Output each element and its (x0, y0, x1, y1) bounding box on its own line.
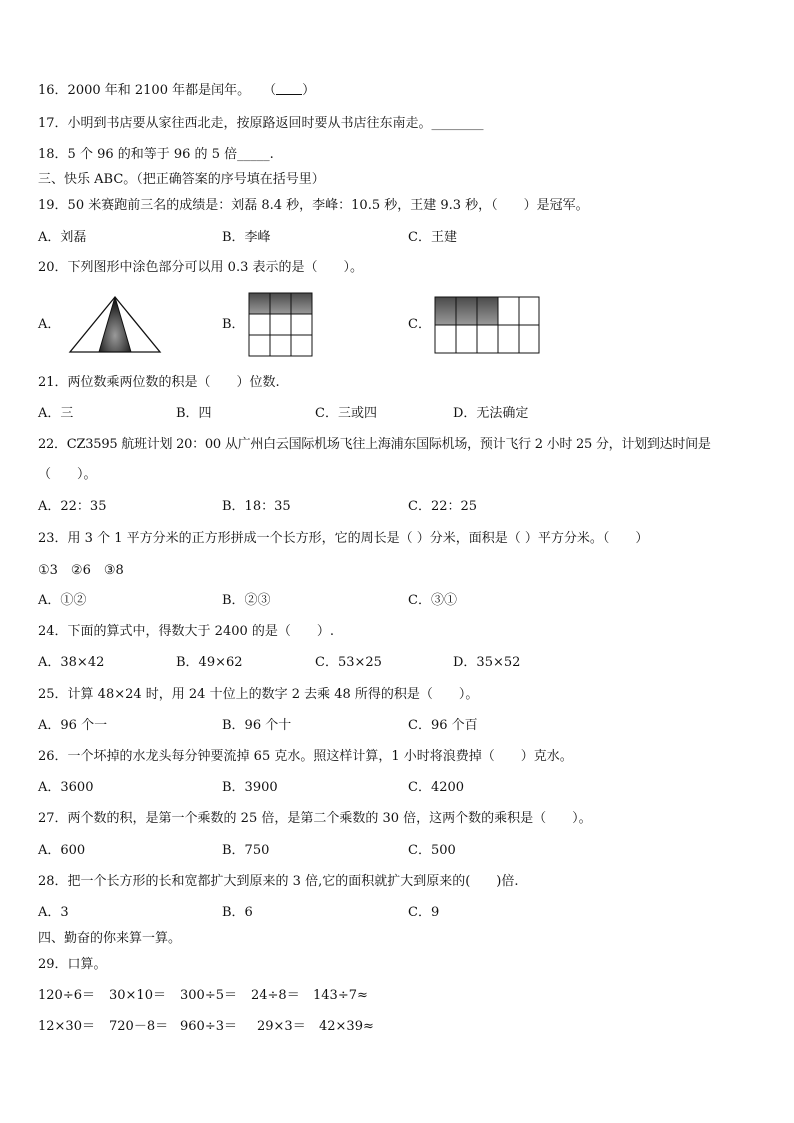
mental-math-item[interactable]: 30×10＝ (109, 988, 166, 1003)
shaded-cell (291, 293, 312, 314)
shaded-cell (456, 297, 477, 325)
question-17 (38, 115, 484, 133)
question-22-text-cont: （ ）。 (38, 467, 97, 482)
option-b[interactable]: B．6 (222, 905, 253, 920)
question-23-choices: ①3 ②6 ③8 (38, 563, 124, 578)
option-a[interactable]: A．22：35 (38, 499, 107, 514)
option-c[interactable]: C．③① (408, 593, 457, 608)
option-a[interactable]: A．96 个一 (38, 718, 108, 733)
question-18 (38, 146, 274, 164)
option-b[interactable]: B．3900 (222, 780, 278, 795)
mental-math-item[interactable]: 120÷6＝ (38, 988, 95, 1003)
answer-blank[interactable]: _____ (237, 147, 270, 162)
option-a[interactable]: A．38×42 (38, 655, 105, 670)
shaded-cell (477, 297, 498, 325)
shaded-cell (249, 293, 270, 314)
mental-math-item[interactable]: 143÷7≈ (313, 988, 368, 1003)
option-c[interactable]: C．22：25 (408, 499, 478, 514)
question-27-text: 27．两个数的积，是第一个乘数的 25 倍，是第二个乘数的 30 倍，这两个数的乘积是（ ）。 (38, 811, 592, 826)
answer-blank[interactable]: ________ (431, 116, 484, 131)
option-b[interactable]: B．②③ (222, 593, 271, 608)
question-25-text: 25．计算 48×24 时，用 24 十位上的数字 2 去乘 48 所得的积是（ ）。 (38, 687, 479, 702)
mental-math-item[interactable]: 720－8＝ (109, 1019, 169, 1034)
question-16-close: ） (302, 83, 316, 98)
option-c[interactable]: C．9 (408, 905, 440, 920)
question-22-text: 22．CZ3595 航班计划 20：00 从广州白云国际机场飞往上海浦东国际机场，预计飞行 2 小时 25 分，计划到达时间是 (38, 437, 711, 452)
option-c[interactable]: C． (408, 317, 431, 332)
option-c[interactable]: C．王建 (408, 230, 457, 245)
question-16-text: 16．2000 年和 2100 年都是闰年。 （ (38, 83, 277, 98)
question-28-text: 28．把一个长方形的长和宽都扩大到原来的 3 倍,它的面积就扩大到原来的( )倍. (38, 874, 519, 889)
option-c[interactable]: C．500 (408, 843, 456, 858)
option-b[interactable]: B．49×62 (176, 655, 243, 670)
mental-math-item[interactable]: 42×39≈ (319, 1019, 374, 1034)
section-4-heading: 四、勤奋的你来算一算。 (38, 931, 182, 946)
option-c[interactable]: C．96 个百 (408, 718, 478, 733)
figure-a-triangle (66, 295, 164, 355)
mental-math-item[interactable]: 960÷3＝ (180, 1019, 237, 1034)
question-18-end: . (269, 147, 274, 162)
question-17-text: 17．小明到书店要从家往西北走，按原路返回时要从书店往东南走。 (38, 116, 432, 131)
option-c[interactable]: C．53×25 (315, 655, 382, 670)
option-b[interactable]: B．四 (176, 406, 212, 421)
option-c[interactable]: C．4200 (408, 780, 465, 795)
shaded-cell (270, 293, 291, 314)
question-21-text: 21．两位数乘两位数的积是（ ）位数. (38, 375, 280, 390)
figure-c-grid (434, 296, 540, 354)
question-29-text: 29．口算。 (38, 957, 107, 972)
question-24-text: 24．下面的算式中，得数大于 2400 的是（ ）. (38, 624, 335, 639)
option-a[interactable]: A．三 (38, 406, 74, 421)
question-19-text: 19．50 米赛跑前三名的成绩是：刘磊 8.4 秒，李峰：10.5 秒，王建 9.3 秒，（ ）是冠军。 (38, 198, 589, 213)
question-18-text: 18．5 个 96 的和等于 96 的 5 倍 (38, 147, 238, 162)
answer-blank[interactable] (276, 82, 302, 95)
mental-math-item[interactable]: 29×3＝ (257, 1019, 306, 1034)
option-d[interactable]: D．35×52 (453, 655, 521, 670)
option-d[interactable]: D．无法确定 (453, 406, 529, 421)
option-a[interactable]: A．刘磊 (38, 230, 87, 245)
option-b[interactable]: B．750 (222, 843, 270, 858)
section-3-heading: 三、快乐 ABC。（把正确答案的序号填在括号里） (38, 172, 325, 187)
mental-math-item[interactable]: 24÷8＝ (251, 988, 300, 1003)
option-a[interactable]: A．3 (38, 905, 69, 920)
option-b[interactable]: B．李峰 (222, 230, 271, 245)
question-16 (38, 82, 315, 100)
option-a[interactable]: A． (38, 317, 61, 332)
option-b[interactable]: B． (222, 317, 245, 332)
shaded-wedge (99, 297, 131, 352)
question-26-text: 26．一个坏掉的水龙头每分钟要流掉 65 克水。照这样计算，1 小时将浪费掉（ ）克水。 (38, 749, 573, 764)
question-23-text: 23．用 3 个 1 平方分米的正方形拼成一个长方形，它的周长是（ ）分米，面积是（ ）平方分米。（ ） (38, 531, 649, 546)
option-a[interactable]: A．①② (38, 593, 87, 608)
figure-b-grid (248, 292, 313, 357)
question-20-text: 20．下列图形中涂色部分可以用 0.3 表示的是（ ）。 (38, 260, 363, 275)
option-c[interactable]: C．三或四 (315, 406, 377, 421)
mental-math-item[interactable]: 300÷5＝ (180, 988, 237, 1003)
mental-math-item[interactable]: 12×30＝ (38, 1019, 95, 1034)
shaded-cell (435, 297, 456, 325)
option-a[interactable]: A．600 (38, 843, 86, 858)
option-b[interactable]: B．18：35 (222, 499, 291, 514)
option-a[interactable]: A．3600 (38, 780, 94, 795)
option-b[interactable]: B．96 个十 (222, 718, 292, 733)
